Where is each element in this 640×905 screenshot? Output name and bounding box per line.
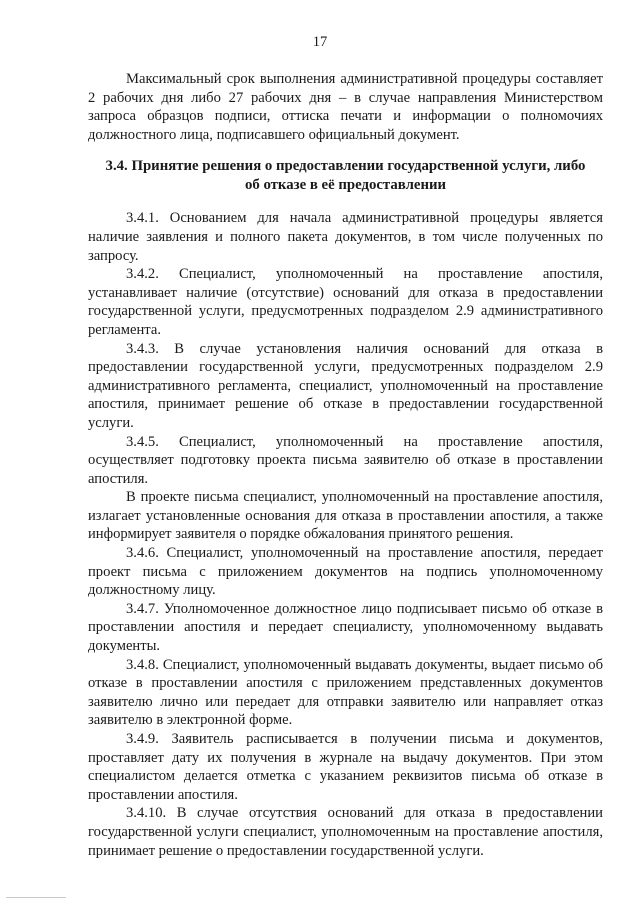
paragraph-3-4-1: 3.4.1. Основанием для начала административной процедуры является наличие заявления и полного пакета документов, в том числе полученных по запросу. [88, 210, 603, 264]
paragraph-3-4-6: 3.4.6. Специалист, уполномоченный на проставление апостиля, передает проект письма с приложением документов на подпись уполномоченному должностному лицу. [88, 545, 603, 599]
paragraph-3-4-8: 3.4.8. Специалист, уполномоченный выдавать документы, выдает письмо об отказе в проставлении апостиля с приложением представленных документов заявителю лично или передает для отправки заявителю или направляет отказ заявителю в электронной форме. [88, 656, 603, 729]
section-heading: 3.4. Принятие решения о предоставлении государственной услуги, либо об отказе в её предоставлении [105, 158, 586, 194]
document-body [88, 70, 603, 860]
paragraph-3-4-3: 3.4.3. В случае установления наличия оснований для отказа в предоставлении государственной услуги, предусмотренных подразделом 2.9 административного регламента, специалист, уполномоченный на проставление апостиля, принимает решение об отказе в предоставлении государственной услуги. [88, 340, 603, 431]
scan-edge-mark [6, 897, 66, 898]
paragraph-3-4-5: 3.4.5. Специалист, уполномоченный на проставление апостиля, осуществляет подготовку проекта письма заявителю об отказе в проставлении апостиля. [88, 433, 603, 487]
page-number: 17 [312, 34, 328, 50]
paragraph-intro: Максимальный срок выполнения административной процедуры составляет 2 рабочих дня либо 27 рабочих дня – в случае направления Министерством запроса образцов подписи, оттиска печати и информации о полномочиях должностного лица, подписавшего официальный документ. [88, 71, 603, 143]
paragraph-3-4-10: 3.4.10. В случае отсутствия оснований для отказа в предоставлении государственной услуги специалист, уполномоченным на проставление апостиля, принимает решение о предоставлении государственной услуги. [88, 805, 603, 859]
paragraph-3-4-9: 3.4.9. Заявитель расписывается в получении письма и документов, проставляет дату их получения в журнале на выдачу документов. При этом специалистом делается отметка с указанием реквизитов письма об отказе в проставлении апостиля. [88, 731, 603, 803]
paragraph-draft-letter: В проекте письма специалист, уполномоченный на проставление апостиля, излагает установленные основания для отказа в проставлении апостиля, а также информирует заявителя о порядке обжалования принятого решения. [88, 489, 603, 543]
paragraph-3-4-7: 3.4.7. Уполномоченное должностное лицо подписывает письмо об отказе в проставлении апостиля и передает специалисту, уполномоченному выдавать документы. [88, 600, 603, 655]
paragraph-3-4-2: 3.4.2. Специалист, уполномоченный на проставление апостиля, устанавливает наличие (отсутствие) оснований для отказа в предоставлении государственной услуги, предусмотренных подразделом 2.9 административного регламента. [88, 266, 603, 338]
